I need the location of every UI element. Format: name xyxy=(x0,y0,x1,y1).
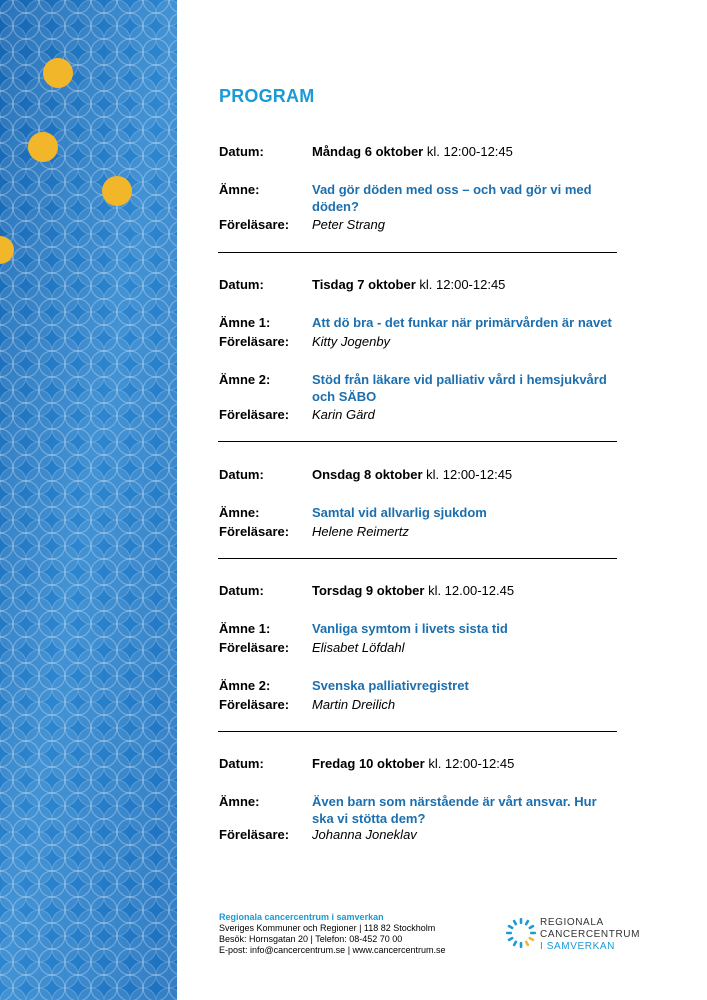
date-day: Fredag 10 oktober xyxy=(312,756,425,771)
section-divider xyxy=(218,731,617,732)
footer-visit-phone: Besök: Hornsgatan 20 | Telefon: 08-452 70 00 xyxy=(219,934,403,944)
footer-email-web[interactable]: E-post: info@cancercentrum.se | www.cancercentrum.se xyxy=(219,945,446,955)
lecturer-name: Elisabet Löfdahl xyxy=(312,640,405,655)
decorative-sidebar xyxy=(0,0,177,1000)
date-time: kl. 12:00-12:45 xyxy=(415,277,506,292)
topic-label: Ämne: xyxy=(219,505,260,520)
date-day: Måndag 6 oktober xyxy=(312,144,424,159)
date-day: Tisdag 7 oktober xyxy=(312,277,416,292)
topic-label: Ämne 1: xyxy=(219,621,271,636)
date-label: Datum: xyxy=(219,756,264,771)
topic-label: Ämne: xyxy=(219,794,260,809)
date-time: kl. 12:00-12:45 xyxy=(422,467,513,482)
topic-title: Vad gör döden med oss – och vad gör vi med döden? xyxy=(312,182,592,214)
lecturer-label: Föreläsare: xyxy=(219,640,290,655)
lecturer-name: Helene Reimertz xyxy=(312,524,409,539)
lecturer-name: Martin Dreilich xyxy=(312,697,396,712)
date-day: Onsdag 8 oktober xyxy=(312,467,423,482)
lecturer-label: Föreläsare: xyxy=(219,334,290,349)
date-label: Datum: xyxy=(219,277,264,292)
lecturer-label: Föreläsare: xyxy=(219,697,290,712)
yellow-dot xyxy=(43,58,73,88)
rcc-logo-text xyxy=(540,917,640,953)
date-label: Datum: xyxy=(219,467,264,482)
topic-title: Stöd från läkare vid palliativ vård i hemsjukvård och SÄBO xyxy=(312,372,607,404)
topic-title: Även barn som närstående är vårt ansvar. Hur ska vi stötta dem? xyxy=(312,794,597,826)
lecturer-label: Föreläsare: xyxy=(219,407,290,422)
lecturer-name: Karin Gärd xyxy=(312,407,375,422)
yellow-dot xyxy=(28,132,58,162)
lecturer-label: Föreläsare: xyxy=(219,827,290,842)
date-day: Torsdag 9 oktober xyxy=(312,583,425,598)
section-divider xyxy=(218,441,617,442)
footer-contact xyxy=(219,912,479,956)
logo-line-3: I SAMVERKAN xyxy=(540,941,615,952)
lecturer-name: Peter Strang xyxy=(312,217,385,232)
date-label: Datum: xyxy=(219,583,264,598)
topic-label: Ämne 1: xyxy=(219,315,271,330)
date-label: Datum: xyxy=(219,144,264,159)
topic-title: Vanliga symtom i livets sista tid xyxy=(312,621,508,636)
page-title: PROGRAM xyxy=(219,86,315,106)
topic-title: Att dö bra - det funkar när primärvården är navet xyxy=(312,315,612,330)
sidebar-pattern xyxy=(0,0,177,1000)
footer-org-name: Regionala cancercentrum i samverkan xyxy=(219,912,384,922)
date-time: kl. 12:00-12:45 xyxy=(423,144,513,159)
date-time: kl. 12.00-12.45 xyxy=(424,583,515,598)
topic-label: Ämne: xyxy=(219,182,260,197)
topic-label: Ämne 2: xyxy=(219,372,271,387)
logo-line-2: CANCERCENTRUM xyxy=(540,929,641,940)
lecturer-name: Kitty Jogenby xyxy=(312,334,391,349)
yellow-dot xyxy=(102,176,132,206)
footer-address: Sveriges Kommuner och Regioner | 118 82 Stockholm xyxy=(219,923,436,933)
rcc-logo xyxy=(504,916,644,958)
logo-line-1: REGIONALA xyxy=(540,917,604,928)
lecturer-label: Föreläsare: xyxy=(219,524,290,539)
lecturer-name: Johanna Joneklav xyxy=(312,827,417,842)
topic-title: Svenska palliativregistret xyxy=(312,678,469,693)
topic-title: Samtal vid allvarlig sjukdom xyxy=(312,505,487,520)
topic-label: Ämne 2: xyxy=(219,678,271,693)
lecturer-label: Föreläsare: xyxy=(219,217,290,232)
date-time: kl. 12:00-12:45 xyxy=(424,756,515,771)
section-divider xyxy=(218,252,617,253)
section-divider xyxy=(218,558,617,559)
rcc-logo-icon xyxy=(504,916,538,950)
